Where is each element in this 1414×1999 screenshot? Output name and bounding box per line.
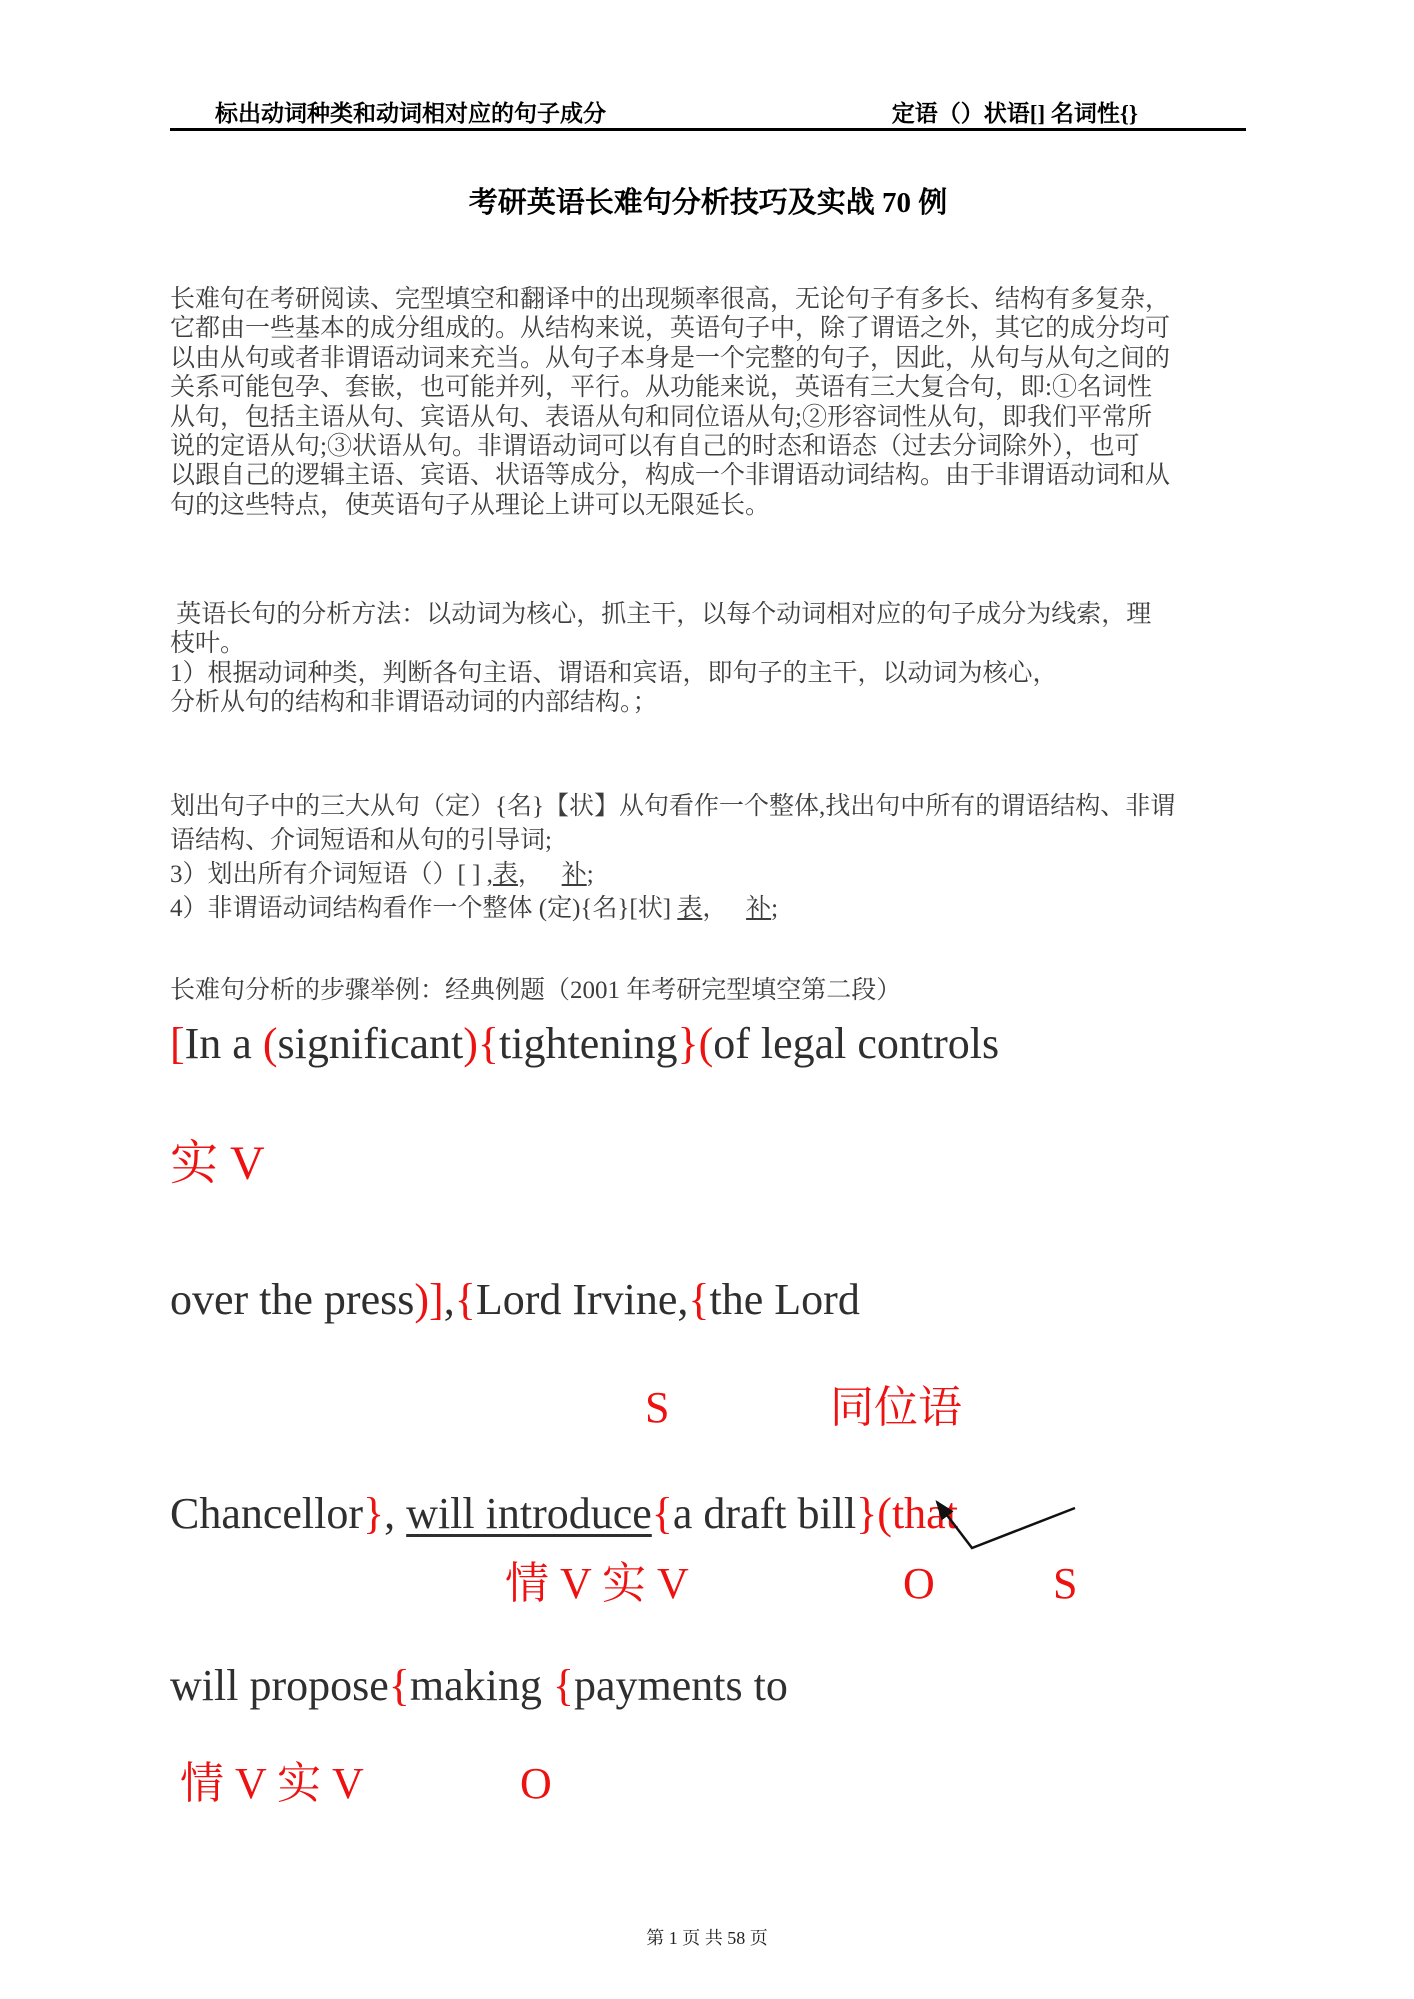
- sentence-text: ,: [384, 1489, 407, 1538]
- sentence-line-1: [170, 1016, 999, 1071]
- red-marker-text: }: [363, 1489, 385, 1538]
- sentence-line-2: [170, 1272, 860, 1327]
- red-marker-text: ): [463, 1019, 478, 1068]
- sentence-text: significant: [277, 1019, 464, 1068]
- sentence-text: making: [409, 1661, 553, 1710]
- text-line: 以跟自己的逻辑主语、宾语、状语等成分，构成一个非谓语动词结构。由于非谓语动词和从: [170, 462, 1171, 490]
- sentence-line-4: [170, 1658, 788, 1713]
- text-line: [170, 858, 1260, 892]
- sentence-text: will propose: [170, 1661, 389, 1710]
- sentence-line-3: [170, 1486, 958, 1541]
- red-marker-text: )]: [414, 1275, 444, 1324]
- method-paragraph: [170, 600, 1260, 718]
- sentence-text: the Lord: [709, 1275, 860, 1324]
- red-marker-text: {: [454, 1275, 476, 1324]
- sentence-text: 4）非谓语动词结构看作一个整体 (定){名}[状]: [170, 895, 678, 922]
- text-line: 分析从句的结构和非谓语动词的内部结构。；: [170, 689, 658, 717]
- red-marker-text: {: [651, 1489, 673, 1538]
- sentence-text: ;: [586, 861, 594, 888]
- text-line: 1）根据动词种类，判断各句主语、谓语和宾语，即句子的主干，以动词为核心，: [170, 659, 1058, 687]
- sentence-text: tightening: [499, 1019, 678, 1068]
- sentence-text: a draft bill: [672, 1489, 857, 1538]
- sentence-text: Chancellor: [170, 1489, 364, 1538]
- text-line: 句的这些特点，使英语句子从理论上讲可以无限延长。: [170, 491, 771, 519]
- annotation-modal-main-verb-2: 情 V 实 V: [180, 1759, 364, 1808]
- red-marker-text: (: [698, 1019, 714, 1068]
- text-line: 英语长句的分析方法：以动词为核心，抓主干，以每个动词相对应的句子成分为线索，理: [170, 601, 1152, 628]
- red-marker-text: {: [477, 1019, 500, 1068]
- intro-paragraph: [170, 285, 1260, 520]
- rules-paragraph: [170, 790, 1260, 926]
- page-title: 考研英语长难句分析技巧及实战 70 例: [468, 187, 948, 219]
- sentence-text: payments to: [574, 1661, 788, 1710]
- red-marker-text: }: [856, 1489, 878, 1538]
- sentence-text: ,: [443, 1275, 455, 1324]
- red-marker-text: }: [677, 1019, 699, 1068]
- sentence-text: over the press: [170, 1275, 415, 1324]
- sentence-text: 3）划出所有介词短语（）[ ] ,: [170, 861, 493, 888]
- annotation-arrow: [900, 1485, 1120, 1565]
- sentence-text: ;: [771, 895, 779, 922]
- annotation-subject: S: [645, 1383, 670, 1432]
- text-line: 从句，包括主语从句、宾语从句、表语从句和同位语从句;②形容词性从句，即我们平常所: [170, 403, 1152, 431]
- red-marker-text: {: [552, 1661, 574, 1710]
- annotation-shi-v: 实 V: [170, 1137, 265, 1190]
- page-number: 第 1 页 共 58 页: [646, 1928, 768, 1948]
- sentence-text: 补: [561, 861, 587, 888]
- text-line: 枝叶。: [170, 630, 246, 658]
- text-line: 划出句子中的三大从句（定）{名}【状】从句看作一个整体,找出句中所有的谓语结构、非谓: [170, 793, 1176, 820]
- sentence-text: will introduce: [406, 1489, 652, 1538]
- annotation-object: O: [903, 1559, 935, 1608]
- sentence-text: ，: [517, 861, 562, 888]
- sentence-text: of legal controls: [713, 1019, 1000, 1068]
- text-line: 关系可能包孕、套嵌，也可能并列，平行。从功能来说，英语有三大复合句，即:①名词性: [170, 374, 1152, 402]
- example-heading: 长难句分析的步骤举例：经典例题（2001 年考研完型填空第二段）: [170, 977, 902, 1004]
- text-line: 以由从句或者非谓语动词来充当。从句子本身是一个完整的句子，因此，从句与从句之间的: [170, 344, 1171, 372]
- sentence-text: ，: [702, 895, 747, 922]
- sentence-text: 补: [746, 895, 772, 922]
- red-marker-text: {: [688, 1275, 710, 1324]
- text-line: 它都由一些基本的成分组成的。从结构来说，英语句子中，除了谓语之外，其它的成分均可: [170, 315, 1171, 343]
- header-right-text: 定语（）状语[] 名词性{}: [891, 101, 1138, 126]
- annotation-clause-subject: S: [1053, 1559, 1078, 1608]
- red-marker-text: [: [170, 1019, 185, 1068]
- header-left-text: 标出动词种类和动词相对应的句子成分: [215, 101, 606, 126]
- sentence-text: 表: [492, 861, 518, 888]
- sentence-text: 表: [677, 895, 703, 922]
- annotation-object-2: O: [520, 1759, 552, 1808]
- text-line: 长难句在考研阅读、完型填空和翻译中的出现频率很高，无论句子有多长、结构有多复杂，: [170, 286, 1171, 313]
- red-marker-text: (that: [877, 1489, 958, 1538]
- sentence-text: In a: [184, 1019, 263, 1068]
- red-marker-text: (: [262, 1019, 278, 1068]
- text-line: 说的定语从句;③状语从句。非谓语动词可以有自己的时态和语态（过去分词除外），也可: [170, 433, 1140, 461]
- text-line: [170, 892, 1260, 926]
- annotation-appositive: 同位语: [830, 1383, 962, 1432]
- red-marker-text: {: [388, 1661, 410, 1710]
- text-line: 语结构、介词短语和从句的引导词;: [170, 827, 552, 854]
- page-header: [170, 88, 1246, 131]
- annotation-modal-main-verb: 情 V 实 V: [505, 1559, 689, 1608]
- sentence-text: Lord Irvine,: [475, 1275, 689, 1324]
